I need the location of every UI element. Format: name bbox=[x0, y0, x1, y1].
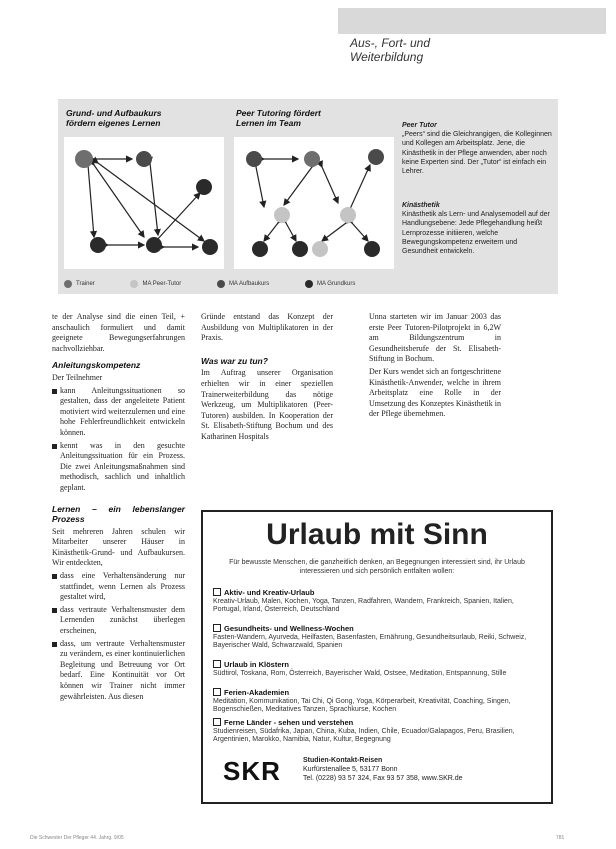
legend-item bbox=[217, 280, 269, 288]
ad-section-heading: Aktiv- und Kreativ-Urlaub bbox=[224, 588, 315, 597]
arrow-line bbox=[284, 167, 312, 205]
kinaesthetik-heading: Kinästhetik bbox=[402, 202, 440, 209]
left-figure-title bbox=[66, 108, 162, 128]
paragraph: te der Analyse sind die einen Teil, + anschaulich formuliert und damit geeignete Bewegungserfahrungen nachvollziehbar. bbox=[52, 312, 185, 353]
arrow-line bbox=[150, 163, 158, 235]
legend-label: MA Aufbaukurs bbox=[228, 281, 270, 287]
checkbox-icon bbox=[213, 688, 221, 696]
checkbox-icon bbox=[213, 660, 221, 668]
paragraph: Der Teilnehmer bbox=[52, 372, 103, 382]
legend-item bbox=[64, 280, 95, 288]
arrow-line bbox=[322, 167, 338, 203]
bullet-item: dass vertraute Verhaltensmuster dem Lernenden zunächst überlegen erscheinen, bbox=[52, 605, 185, 637]
right-diagram bbox=[234, 137, 394, 269]
grundkurs-node bbox=[196, 179, 212, 195]
grundkurs-node bbox=[90, 237, 106, 253]
subheading-lernen: Lernen – ein lebenslanger Prozess bbox=[52, 503, 185, 525]
paragraph: Im Auftrag unserer Organisation erhielten wir in einer speziellen Trainerweiterbildung das nötige Werkzeug, um Multiplikatoren (Peer-Tutoren) ausbilden. In Kooperation der St. Elisabeth-Stiftung Bochum und des Katharinen Hospitals bbox=[201, 368, 333, 441]
peer-tutor-node bbox=[312, 241, 328, 257]
arrow-line bbox=[94, 165, 144, 237]
left-diagram bbox=[64, 137, 224, 269]
page-footer: Die Schwester Der Pfleger 44. Jahrg. 9/05 bbox=[30, 835, 124, 841]
legend-swatch bbox=[217, 280, 225, 288]
ad-intro: Für bewusste Menschen, die ganzheitlich denken, an Begegnungen interessiert sind, ihr Urlaub interessieren und sich persönlich entfalten wollen: bbox=[229, 559, 525, 575]
text-column-2 bbox=[201, 312, 333, 445]
legend-swatch bbox=[64, 280, 72, 288]
subheading-anleitungskompetenz: Anleitungskompetenz bbox=[52, 360, 141, 371]
ad-section-heading: Urlaub in Klöstern bbox=[224, 660, 290, 669]
legend-label: Trainer bbox=[76, 281, 95, 287]
subheading-was-war-zu-tun: Was war zu tun? bbox=[201, 355, 268, 366]
right-title-line-1: Peer Tutoring fördert bbox=[236, 108, 321, 118]
legend-swatch bbox=[130, 280, 138, 288]
grundkurs-node bbox=[252, 241, 268, 257]
bullet-item: kann Anleitungssituationen so gestalten, dass der angeleitete Patient motiviert wird weiterzulernen und eine hohe Fehlerfreundlichkeit entwickeln können. bbox=[52, 386, 185, 439]
bullet-item: dass eine Verhaltensänderung nur stattfindet, wenn Lernen als Prozess gestaltet wird, bbox=[52, 571, 185, 603]
peer-tutor-definition bbox=[402, 121, 552, 176]
grundkurs-node bbox=[202, 239, 218, 255]
ad-section-text: Fasten-Wandern, Ayurveda, Heilfasten, Basenfasten, Ernährung, Gesundheitsurlaub, Reiki, Schweiz, Bayerischer Wald, Schwarzwald, Spanien bbox=[213, 633, 527, 649]
header-line-2: Weiterbildung bbox=[350, 50, 424, 64]
bullet-item: kennt was in den gesuchte Anleitungssituation für ein Prozess. Die zwei Anleitungsmaßnahmen sind methodisch, sachlich und inhaltlich geplant. bbox=[52, 441, 185, 494]
page-number: 781 bbox=[556, 835, 565, 841]
ad-contact: Tel. (0228) 93 57 324, Fax 93 57 358, www.SKR.de bbox=[303, 775, 463, 782]
ad-section-heading: Ferne Länder - sehen und verstehen bbox=[224, 718, 354, 727]
right-title-line-2: Lernen im Team bbox=[236, 118, 301, 128]
figure bbox=[58, 99, 558, 294]
ad-title: Urlaub mit Sinn bbox=[266, 518, 488, 551]
trainer-node bbox=[75, 150, 93, 168]
checkbox-icon bbox=[213, 624, 221, 632]
legend-item bbox=[130, 280, 181, 288]
left-diagram-panel bbox=[64, 137, 224, 269]
paragraph: Gründe entstand das Konzept der Ausbildung von Multiplikatoren in der Praxis. bbox=[201, 312, 333, 343]
grundkurs-node bbox=[146, 237, 162, 253]
arrow-line bbox=[264, 223, 278, 241]
text-column-1 bbox=[52, 312, 185, 704]
ad-section bbox=[213, 624, 541, 651]
section-header bbox=[338, 8, 606, 70]
skr-logo: SKR bbox=[223, 756, 281, 786]
trainer-node bbox=[304, 151, 320, 167]
ad-section-heading: Gesundheits- und Wellness-Wochen bbox=[224, 624, 354, 633]
header-bar bbox=[338, 8, 606, 34]
paragraph: Der Kurs wendet sich an fortgeschrittene Kinästhetik-Anwender, welche in ihrem Arbeitsplatz eine Rolle in der Umsetzung des Konzeptes Kinästhetik in der Pflege übernehmen. bbox=[369, 366, 501, 419]
kinaesthetik-text: Kinästhetik als Lern- und Analysemodell auf der Handlungsebene: Jede Pflegehandlung heißt Lernprozesse initiieren, welche Bewegungskompetenz erweitern und Gesundheit entwickeln. bbox=[402, 211, 550, 256]
aufbaukurs-node bbox=[246, 151, 262, 167]
ad-section bbox=[213, 688, 541, 715]
arrow-line bbox=[322, 223, 346, 241]
ad-section-text: Südtirol, Toskana, Rom, Österreich, Bayerischer Wald, Ostsee, Meditation, Entspannung, Stille bbox=[213, 669, 507, 677]
kinaesthetik-definition bbox=[402, 201, 552, 256]
arrow-line bbox=[350, 165, 370, 209]
left-title-line-1: Grund- und Aufbaukurs bbox=[66, 108, 162, 118]
grundkurs-node bbox=[292, 241, 308, 257]
peer-tutor-heading: Peer Tutor bbox=[402, 122, 437, 129]
grundkurs-node bbox=[364, 241, 380, 257]
legend-label: MA Grundkurs bbox=[316, 281, 356, 287]
peer-tutor-node bbox=[274, 207, 290, 223]
bullet-item: dass, um vertraute Verhaltensmuster zu verändern, es einer kontinuierlichen Begleitung und Betreuung vor Ort bedarf. Eine Kontinuität vor Ort können wir Trainer nicht immer gewährleisten. Aus diesen bbox=[52, 639, 185, 703]
header-line-1: Aus-, Fort- und bbox=[350, 36, 431, 50]
checkbox-icon bbox=[213, 718, 221, 726]
ad-section-text: Studienreisen, Südafrika, Japan, China, Kuba, Indien, Chile, Ecuador/Galapagos, Peru, Brasilien, Argentinien, Marokko, Namibia, Natur, Kultur, Begegnung bbox=[213, 727, 515, 743]
paragraph: Unna starteten wir im Januar 2003 das erste Peer Tutoren-Pilotprojekt in 6,2W am Bildungszentrum in Gesundheitsberufe der St. Elisabeth-Stiftung in Bochum. bbox=[369, 312, 501, 364]
legend-item bbox=[305, 280, 355, 288]
ad-section-text: Kreativ-Urlaub, Malen, Kochen, Yoga, Tanzen, Radfahren, Wandern, Frankreich, Spanien, Italien, Portugal, Irland, Österreich, Deutschland bbox=[213, 597, 514, 613]
ad-address bbox=[303, 756, 463, 783]
ad-section-heading: Ferien-Akademien bbox=[224, 688, 290, 697]
ad-company: Studien-Kontakt-Reisen bbox=[303, 757, 383, 764]
legend bbox=[64, 280, 389, 290]
aufbaukurs-node bbox=[368, 149, 384, 165]
right-figure-title bbox=[236, 108, 321, 128]
arrow-line bbox=[256, 167, 264, 207]
ad-section bbox=[213, 588, 541, 615]
left-title-line-2: fördern eigenes Lernen bbox=[66, 118, 161, 128]
ad-street: Kurfürstenallee 5, 53177 Bonn bbox=[303, 766, 398, 773]
peer-tutor-node bbox=[340, 207, 356, 223]
legend-swatch bbox=[305, 280, 313, 288]
aufbaukurs-node bbox=[136, 151, 152, 167]
right-diagram-panel bbox=[234, 137, 394, 269]
text-column-3 bbox=[369, 312, 501, 422]
advertisement bbox=[201, 510, 553, 804]
checkbox-icon bbox=[213, 588, 221, 596]
legend-label: MA Peer-Tutor bbox=[142, 281, 182, 287]
arrow-line bbox=[352, 223, 368, 241]
ad-section bbox=[213, 660, 541, 678]
arrow-line bbox=[88, 165, 94, 237]
peer-tutor-text: „Peers“ sind die Gleichrangigen, die Kolleginnen und Kollegen am Arbeitsplatz. Jene, die Kinästhetik in der Pflege anwenden, aber noch keine Experten sind. Der „Tutor“ ist einfach ein Lehrer. bbox=[402, 131, 552, 176]
ad-section-text: Meditation, Kommunikation, Tai Chi, Qi Gong, Yoga, Körperarbeit, Kreativität, Coaching, Singen, Bogenschießen, Meditatives Tanzen, Sprachkurse, Kochen bbox=[213, 697, 511, 713]
paragraph: Seit mehreren Jahren schulen wir Mitarbeiter unserer Häuser in Kinästhetik-Grund- und Aufbaukursen. Wir entdeckten, bbox=[52, 526, 185, 568]
ad-section bbox=[213, 718, 541, 745]
arrow-line bbox=[286, 223, 296, 241]
